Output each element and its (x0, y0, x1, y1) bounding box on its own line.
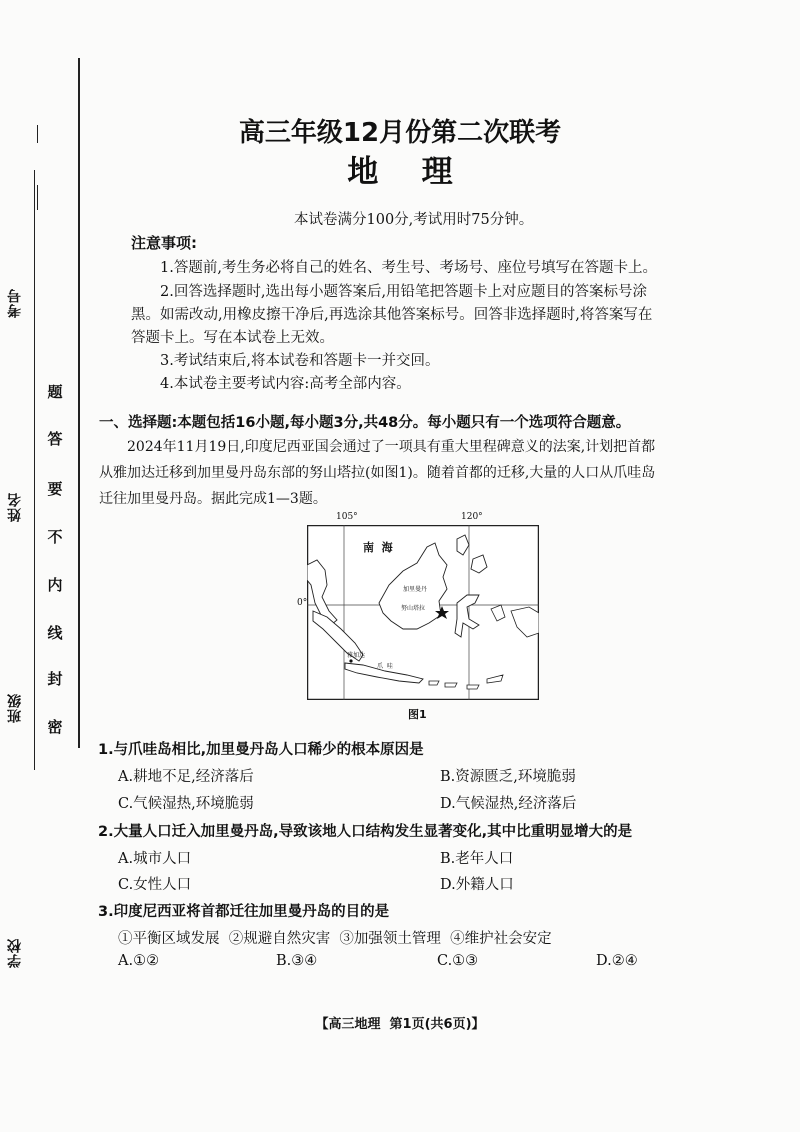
notice-line: 2.回答选择题时,选出每小题答案后,用铅笔把答题卡上对应题目的答案标号涂 (160, 284, 648, 300)
exam-title: 高三年级12月份第二次联考 (238, 118, 562, 148)
option: B.③④ (276, 953, 318, 969)
map-lat-label: 0° (297, 598, 308, 608)
passage-line: 迁往加里曼丹岛。据此完成1—3题。 (99, 491, 327, 507)
map-capital-label: 努山塔拉 (401, 605, 426, 612)
seal-char: 不 (47, 528, 63, 546)
passage-line: 2024年11月19日,印度尼西亚国会通过了一项具有重大里程碑意义的法案,计划把首都 (127, 439, 656, 455)
option: B.老年人口 (440, 851, 514, 867)
option: B.资源匮乏,环境脆弱 (440, 769, 576, 785)
notice-line: 4.本试卷主要考试内容:高考全部内容。 (160, 376, 411, 392)
option: D.②④ (596, 953, 638, 969)
option: D.外籍人口 (440, 877, 514, 893)
seal-char: 要 (47, 480, 63, 498)
notice-line: 答题卡上。写在本试卷上无效。 (131, 330, 334, 346)
notice-line: 1.答题前,考生务必将自己的姓名、考生号、考场号、座位号填写在答题卡上。 (160, 260, 657, 276)
question-stem: 1.与爪哇岛相比,加里曼丹岛人口稀少的根本原因是 (98, 742, 424, 758)
question-stem: 2.大量人口迁入加里曼丹岛,导致该地人口结构发生显著变化,其中比重明显增大的是 (98, 824, 633, 840)
seal-char: 密 (47, 718, 63, 736)
map-island-label: 加里曼丹 (403, 586, 428, 593)
option: D.气候湿热,经济落后 (440, 796, 577, 812)
question-statements: ①平衡区域发展 ②规避自然灾害 ③加强领土管理 ④维护社会安定 (118, 931, 552, 947)
option: A.城市人口 (118, 851, 192, 867)
notice-line: 黑。如需改动,用橡皮擦干净后,再选涂其他答案标号。回答非选择题时,将答案写在 (131, 307, 653, 323)
map-java-label: 爪 哇 (377, 663, 393, 670)
seal-char: 题 (47, 383, 63, 401)
question-stem: 3.印度尼西亚将首都迁往加里曼丹岛的目的是 (98, 904, 390, 920)
map-sea-label: 南 海 (363, 541, 393, 554)
class-label: 班级 (7, 693, 23, 723)
map-lon-label: 105° (336, 512, 358, 522)
seal-char: 封 (47, 670, 63, 688)
notice-heading: 注意事项: (131, 234, 197, 252)
binding-line-inner (34, 170, 35, 770)
subject-title: 地 理 (347, 154, 453, 190)
passage-line: 从雅加达迁移到加里曼丹岛东部的努山塔拉(如图1)。随着首都的迁移,大量的人口从爪哇岛 (99, 465, 656, 481)
score-info: 本试卷满分100分,考试用时75分钟。 (294, 212, 534, 228)
exam-no-label: 考号 (7, 288, 23, 318)
option: C.女性人口 (118, 877, 192, 893)
option: A.耕地不足,经济落后 (118, 769, 254, 785)
page-footer: 【高三地理 第1页(共6页)】 (315, 1017, 485, 1032)
map-lon-label: 120° (461, 512, 483, 522)
option: C.①③ (437, 953, 479, 969)
option: C.气候湿热,环境脆弱 (118, 796, 254, 812)
name-label: 姓名 (7, 492, 23, 522)
option: A.①② (118, 953, 160, 969)
notice-line: 3.考试结束后,将本试卷和答题卡一并交回。 (160, 353, 440, 369)
map-old-capital-label: 雅加达 (347, 652, 366, 659)
seal-char: 线 (47, 624, 63, 642)
school-label: 学校 (7, 938, 23, 968)
seal-char: 内 (47, 576, 63, 594)
section-heading: 一、选择题:本题包括16小题,每小题3分,共48分。每小题只有一个选项符合题意。 (99, 415, 631, 431)
indonesia-map (307, 525, 539, 700)
seal-char: 答 (47, 430, 63, 448)
map-caption: 图1 (408, 708, 427, 721)
